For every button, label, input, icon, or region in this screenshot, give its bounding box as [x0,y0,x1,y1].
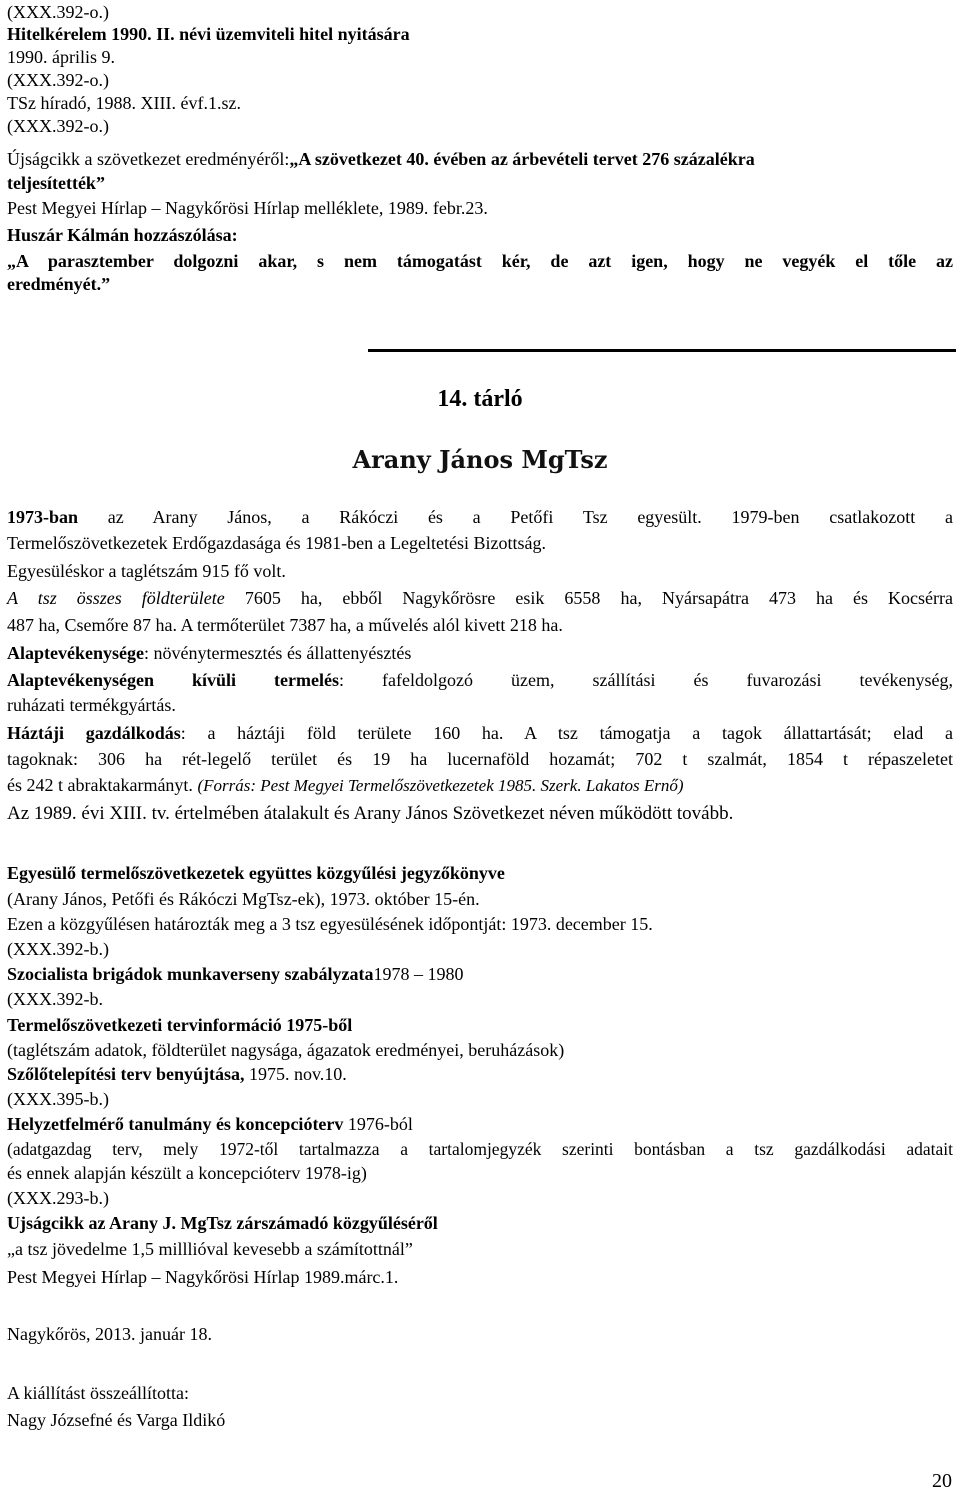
body-line: tagoknak: 306 ha rét-legelő terület és 19 ha lucernaföld hozamát; 702 t szalmát, 1854 t répaszeletet [7,749,953,769]
body-text: : növénytermesztés és állattenyésztés [143,643,412,663]
place-date: Nagykőrös, 2013. január 18. [7,1324,212,1344]
archive-item-detail: (taglétszám adatok, földterület nagysága, ágazatok eredményei, beruházások) [7,1040,565,1060]
ref-code: (XXX.392-o.) [7,2,109,22]
authors: Nagy Józsefné és Varga Ildikó [7,1410,226,1430]
archive-item-detail: Ezen a közgyűlésen határozták meg a 3 tsz egyesülésének időpontját: 1973. december 15. [7,914,653,934]
body-text: 7605 ha, ebből Nagykőrösre esik 6558 ha, Nyársapátra 473 ha és Kocsérra [224,588,954,608]
body-line [7,774,684,797]
body-line: ruházati termékgyártás. [7,695,176,715]
body-line [7,587,953,609]
archive-item-title: Szőlőtelepítési terv benyújtása, [7,1064,245,1084]
quote-text: „A parasztember dolgozni akar, s nem támogatást kér, de azt igen, hogy ne vegyék el tőle az [7,251,953,271]
body-line [7,669,953,691]
body-line [7,506,953,528]
archive-item-years: 1976-ból [343,1114,413,1134]
body-line: Egyesüléskor a taglétszám 915 fő volt. [7,561,286,581]
archive-item-title-line [7,963,464,985]
body-text: az Arany János, a Rákóczi és a Petőfi Tsz egyesült. 1979-ben csatlakozott a [78,507,953,527]
doc-date: 1990. április 9. [7,47,115,67]
body-bold: Alaptevékenysége [7,643,144,663]
article-title-line [7,148,755,170]
archive-item-title: Helyzetfelmérő tanulmány és koncepcióterv [7,1114,344,1134]
archive-item-title-line [7,1113,413,1135]
article-quote: „a tsz jövedelme 1,5 milllióval kevesebb a számítottnál” [7,1239,413,1259]
body-bold: Háztáji gazdálkodás [7,723,181,743]
ref-code: (XXX.392-b.) [7,939,109,959]
article-source: Pest Megyei Hírlap – Nagykőrösi Hírlap 1989.márc.1. [7,1267,399,1287]
body-italic: A tsz összes földterülete [7,588,225,608]
body-text: és 242 t abraktakarmányt. [7,775,198,795]
article-label: Újságcikk a szövetkezet eredményéről: [7,149,290,169]
article-source: Pest Megyei Hírlap – Nagykőrösi Hírlap melléklete, 1989. febr.23. [7,198,488,218]
archive-item-date: 1975. nov.10. [244,1064,347,1084]
body-line [7,722,953,744]
quote-speaker: Huszár Kálmán hozzászólása: [7,225,238,245]
section-number: 14. tárló [437,386,523,412]
archive-item-detail: (Arany János, Petőfi és Rákóczi MgTsz-ek), 1973. október 15-én. [7,889,480,909]
ref-code: (XXX.392-o.) [7,116,109,136]
body-bold: Alaptevékenységen kívüli termelés [7,670,340,690]
doc-title-news: TSz híradó, 1988. XIII. évf.1.sz. [7,93,241,113]
archive-item-title: Szocialista brigádok munkaverseny szabályzata [7,964,374,984]
body-text: : a háztáji föld területe 160 ha. A tsz támogatja a tagok állattartását; elad a [180,723,953,743]
article-title: „A szövetkezet 40. évében az árbevételi tervet 276 százalékra [289,149,755,169]
compiled-by-label: A kiállítást összeállította: [7,1383,189,1403]
source-citation: (Forrás: Pest Megyei Termelőszövetkezetek 1985. Szerk. Lakatos Ernő) [197,776,684,795]
article-title-cont: teljesítették” [7,173,105,193]
body-line: Az 1989. évi XIII. tv. értelmében átalakult és Arany János Szövetkezet néven működött tovább. [7,803,734,824]
archive-item-title: Termelőszövetkezeti tervinformáció 1975-ből [7,1015,353,1035]
body-line: 487 ha, Csemőre 87 ha. A termőterület 7387 ha, a művelés alól kivett 218 ha. [7,615,563,635]
body-line [7,642,411,664]
page-number: 20 [932,1470,952,1492]
doc-title-credit: Hitelkérelem 1990. II. névi üzemviteli hitel nyitására [7,24,410,44]
archive-item-years: 1978 – 1980 [373,964,464,984]
archive-item-title-line [7,1063,347,1085]
archive-item-detail: (adatgazdag terv, mely 1972-től tartalmazza a tartalomjegyzék szerinti bontásban a tsz gazdálkodási adatait [7,1139,953,1159]
ref-code: (XXX.395-b.) [7,1089,109,1109]
quote-text-end: eredményét.” [7,274,111,294]
body-text: : fafeldolgozó üzem, szállítási és fuvarozási tevékenység, [339,670,953,690]
ref-code: (XXX.392-b. [7,989,103,1009]
ref-code: (XXX.392-o.) [7,70,109,90]
horizontal-rule [368,349,956,352]
ref-code: (XXX.293-b.) [7,1188,109,1208]
archive-item-detail: és ennek alapján készült a koncepcióterv 1978-ig) [7,1163,367,1183]
body-line: Termelőszövetkezetek Erdőgazdasága és 1981-ben a Legeltetési Bizottság. [7,533,547,553]
body-bold: 1973-ban [7,507,79,527]
archive-item-title: Egyesülő termelőszövetkezetek együttes közgyűlési jegyzőkönyve [7,863,505,883]
archive-item-title: Ujságcikk az Arany J. MgTsz zárszámadó közgyűléséről [7,1213,438,1233]
section-title: Arany János MgTsz [352,445,608,474]
